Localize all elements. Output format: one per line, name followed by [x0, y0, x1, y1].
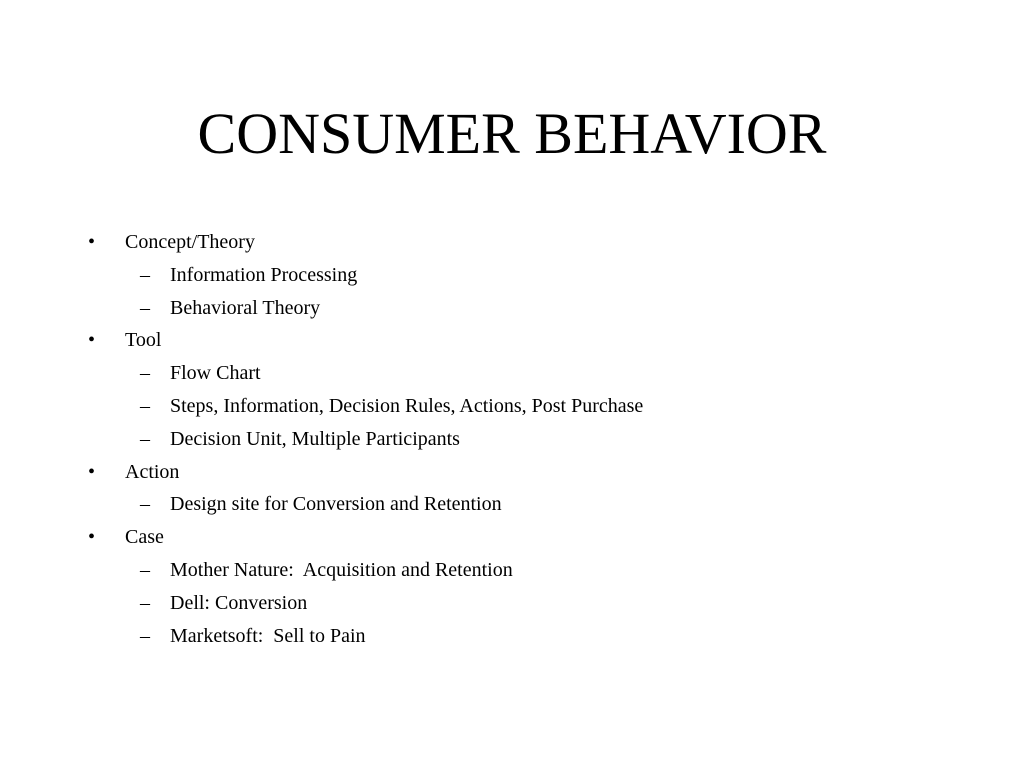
outline-subitem-label: Flow Chart — [170, 362, 261, 385]
outline-subitem-flow-chart — [0, 357, 1024, 390]
outline-list — [0, 226, 1024, 652]
dash-icon: – — [140, 362, 150, 385]
dash-icon: – — [140, 624, 150, 647]
dash-icon: – — [140, 558, 150, 581]
dash-icon: – — [140, 263, 150, 286]
outline-subitem-mother-nature — [0, 554, 1024, 587]
outline-subitem-label: Steps, Information, Decision Rules, Actions, Post Purchase — [170, 394, 644, 417]
bullet-icon: • — [88, 231, 96, 253]
outline-subitem-information-processing — [0, 259, 1024, 292]
outline-subitem-design-site — [0, 488, 1024, 521]
outline-subitem-behavioral-theory — [0, 292, 1024, 325]
outline-item-tool — [0, 324, 1024, 357]
outline-subitem-dell — [0, 587, 1024, 620]
outline-item-label: Action — [125, 460, 180, 483]
outline-item-label: Case — [125, 526, 164, 549]
outline-item-case — [0, 521, 1024, 554]
outline-subitem-label: Mother Nature: Acquisition and Retention — [170, 558, 513, 581]
outline-subitem-decision-unit — [0, 423, 1024, 456]
outline-subitem-label: Information Processing — [170, 263, 358, 286]
outline-item-concept-theory — [0, 226, 1024, 259]
bullet-icon: • — [88, 526, 96, 549]
bullet-icon: • — [88, 460, 96, 483]
outline-subitem-label: Marketsoft: Sell to Pain — [170, 624, 366, 647]
outline-item-label: Tool — [125, 329, 162, 352]
slide-title: CONSUMER BEHAVIOR — [197, 101, 827, 166]
outline-subitem-steps — [0, 390, 1024, 423]
outline-subitem-label: Design site for Conversion and Retention — [170, 493, 502, 516]
outline-item-label: Concept/Theory — [125, 231, 255, 253]
dash-icon: – — [140, 591, 150, 614]
dash-icon: – — [140, 493, 150, 516]
outline-item-action — [0, 456, 1024, 489]
dash-icon: – — [140, 296, 150, 319]
outline-subitem-marketsoft — [0, 620, 1024, 653]
outline-subitem-label: Decision Unit, Multiple Participants — [170, 427, 460, 450]
outline-subitem-label: Dell: Conversion — [170, 591, 308, 614]
dash-icon: – — [140, 427, 150, 450]
bullet-icon: • — [88, 329, 96, 352]
outline-subitem-label: Behavioral Theory — [170, 296, 321, 319]
dash-icon: – — [140, 394, 150, 417]
